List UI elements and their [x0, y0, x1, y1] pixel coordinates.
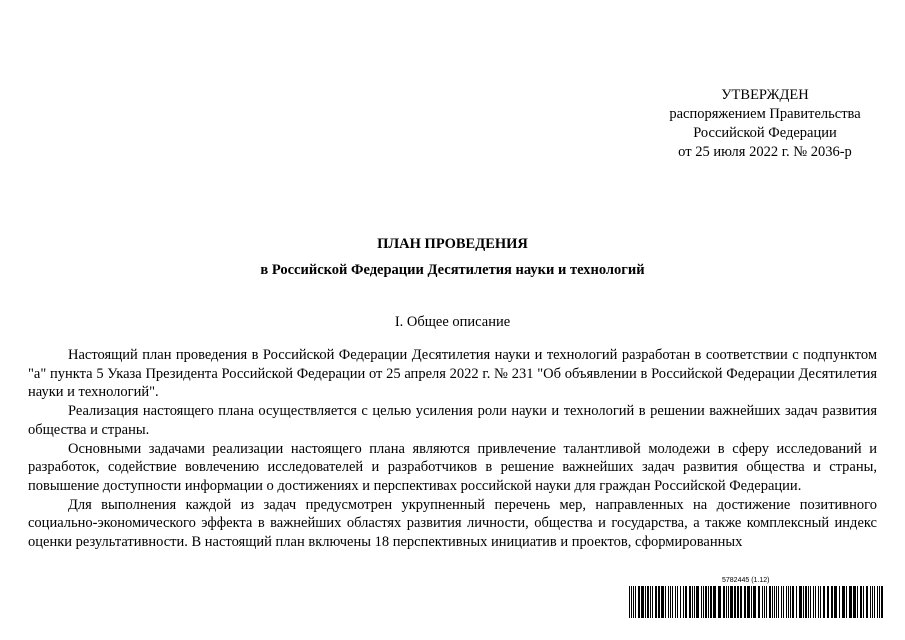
- approval-date-number: от 25 июля 2022 г. № 2036-р: [678, 144, 852, 160]
- section-heading: I. Общее описание: [394, 314, 511, 330]
- paragraph: Реализация настоящего плана осуществляется с целью усиления роли науки и технологий в решении важнейших задач развития общества и страны.: [28, 403, 877, 438]
- paragraph: Настоящий план проведения в Российской Федерации Десятилетия науки и технологий разработан в соответствии с подпунктом "а" пункта 5 Указа Президента Российской Федерации от 25 апреля 2022 г. № 231 "Об объявлении в Российской Федерации Десятилетия науки и технологий".: [28, 347, 877, 401]
- approval-block: [640, 86, 890, 162]
- document-body: [28, 346, 877, 552]
- approval-authority: распоряжением Правительства: [669, 106, 861, 122]
- paragraph: Основными задачами реализации настоящего плана являются привлечение талантливой молодежи в сферу исследований и разработок, содействие вовлечению исследователей и разработчиков в решение важнейших задач развития общества и страны, повышение доступности информации о достижениях и перспективах российской науки для граждан Российской Федерации.: [28, 440, 877, 494]
- barcode-icon: [628, 586, 886, 618]
- document-subtitle: в Российской Федерации Десятилетия науки и технологий: [260, 262, 645, 278]
- approval-country: Российской Федерации: [693, 125, 837, 141]
- document-title: ПЛАН ПРОВЕДЕНИЯ: [377, 236, 528, 252]
- paragraph: Для выполнения каждой из задач предусмотрен укрупненный перечень мер, направленных на достижение позитивного социально-экономического эффекта в важнейших областях развития личности, общества и государства, а также комплексный индекс оценки результативности. В настоящий план включены 18 перспективных инициатив и проектов, сформированных: [28, 496, 877, 551]
- barcode-label: 5782445 (1.12): [722, 577, 770, 584]
- approval-status: УТВЕРЖДЕН: [721, 87, 809, 103]
